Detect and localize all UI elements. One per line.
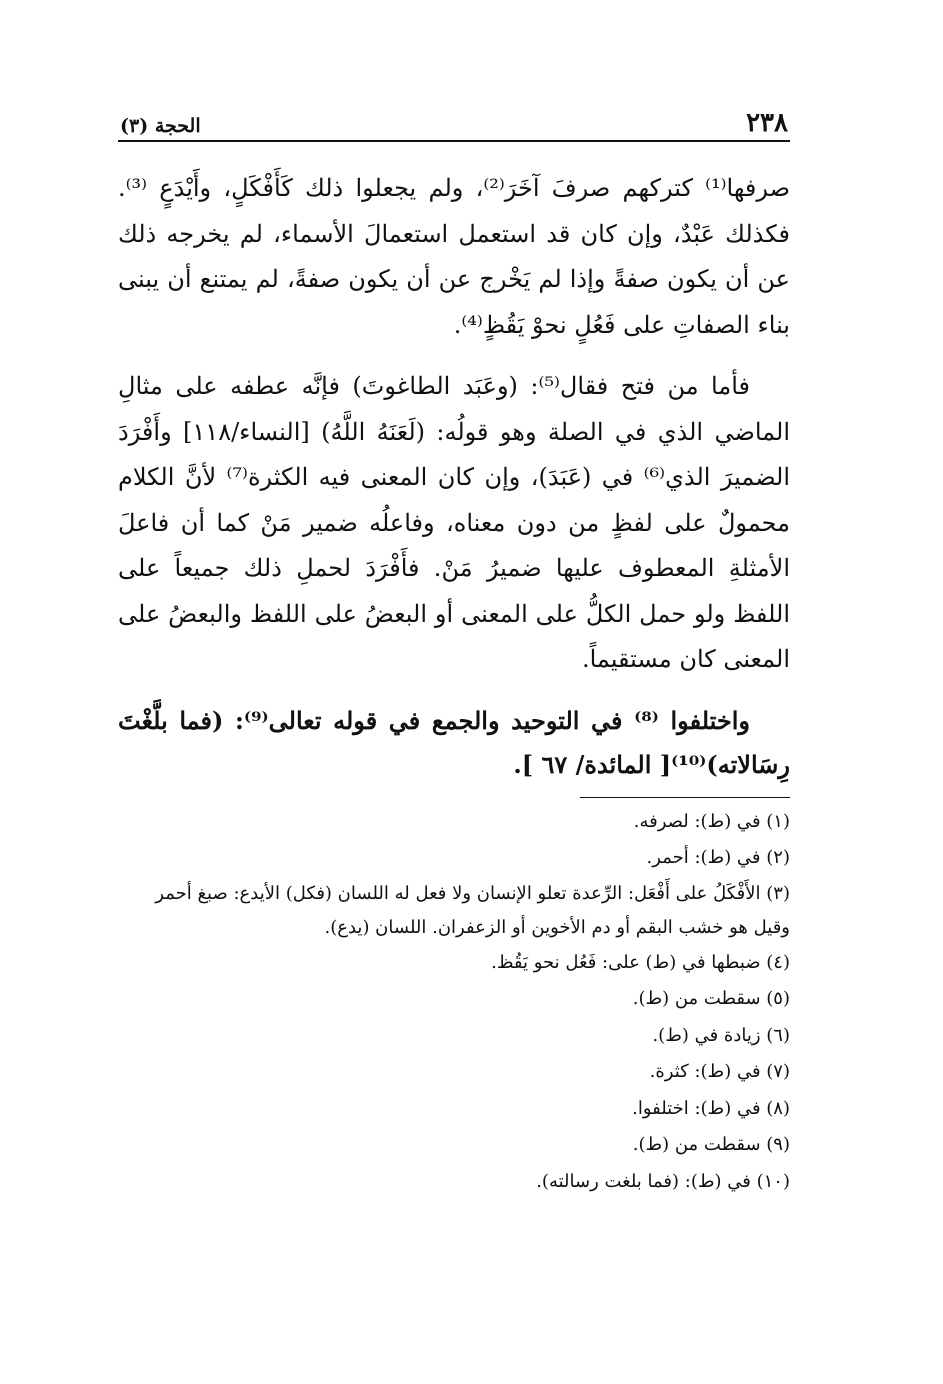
footnote-6: (٦) زيادة في (ط).: [652, 1024, 790, 1046]
footnote-7: (٧) في (ط): كثرة.: [649, 1061, 790, 1082]
footnotes: [118, 804, 790, 1201]
page-number: ٢٣٨: [746, 108, 788, 138]
main-text: [118, 166, 790, 787]
paragraph-3: واختلفوا ⁽⁸⁾ في التوحيد والجمع في قوله تعالى⁽⁹⁾: (فما بلَّغْتَ رِسَالاته)⁽¹⁰⁾[ المائدة/ ٦٧ ].: [118, 705, 790, 779]
footnote-10: (١٠) في (ط): (فما بلغت رسالته).: [536, 1170, 790, 1192]
page-header: [118, 100, 790, 142]
footnote-3: (٣) الأَفْكَلُ على أَفْعَل: الرِّعدة تعلو الإنسان ولا فعل له اللسان (فكل) الأيدع: صبغ أحمر وقيل هو خشب البقم أو دم الأخوين أو الزعفران. اللسان (يدع).: [155, 882, 790, 938]
book-page: [118, 100, 790, 1200]
footnote-8: (٨) في (ط): اختلفوا.: [632, 1097, 790, 1119]
footnote-separator: [580, 797, 790, 798]
paragraph-2: فأما من فتح فقال⁽⁵⁾: (وعَبَد الطاغوتَ) فإنَّه عطفه على مثالِ الماضي الذي في الصلة وهو قولُه: (لَعَنَهُ اللَّهُ) [النساء/١١٨] وأَفْرَدَ الضميرَ الذي⁽⁶⁾ في (عَبَدَ)، وإن كان المعنى فيه الكثرة⁽⁷⁾ لأنَّ الكلام محمولٌ على لفظٍ من دون معناه، وفاعلُه ضمير مَنْ كما أن فاعلَ الأمثلةِ المعطوف عليها ضميرُ مَنْ. فأَفْرَدَ لحملِ ذلك جميعاً على اللفظ ولو حمل الكلُّ على المعنى أو البعضُ على اللفظ والبعضُ على المعنى كان مستقيماً.: [118, 372, 791, 673]
running-title: الحجة (٣): [120, 115, 201, 137]
footnote-1: (١) في (ط): لصرفه.: [633, 810, 790, 832]
footnote-4: (٤) ضبطها في (ط) على: فَعُل نحو يَقُظ.: [491, 951, 790, 973]
footnote-2: (٢) في (ط): أحمر.: [646, 847, 790, 868]
footnote-9: (٩) سقطت من (ط).: [632, 1134, 790, 1155]
paragraph-1: صرفها⁽¹⁾ كتركهم صرفَ آخَرَ⁽²⁾، ولم يجعلوا ذلك كَأَفْكَلٍ، وأَيْدَعٍ ⁽³⁾. فكذلك عَبْدٌ، وإن كان قد استعمل استعمالَ الأسماء، لم يخرجه ذلك عن أن يكون صفةً وإذا لم يَخْرج عن أن يكون صفةً، لم يمتنع أن يبنى بناء الصفاتِ على فَعُلٍ نحوْ يَقُظٍ⁽⁴⁾.: [118, 174, 791, 339]
footnote-5: (٥) سقطت من (ط).: [632, 988, 790, 1009]
